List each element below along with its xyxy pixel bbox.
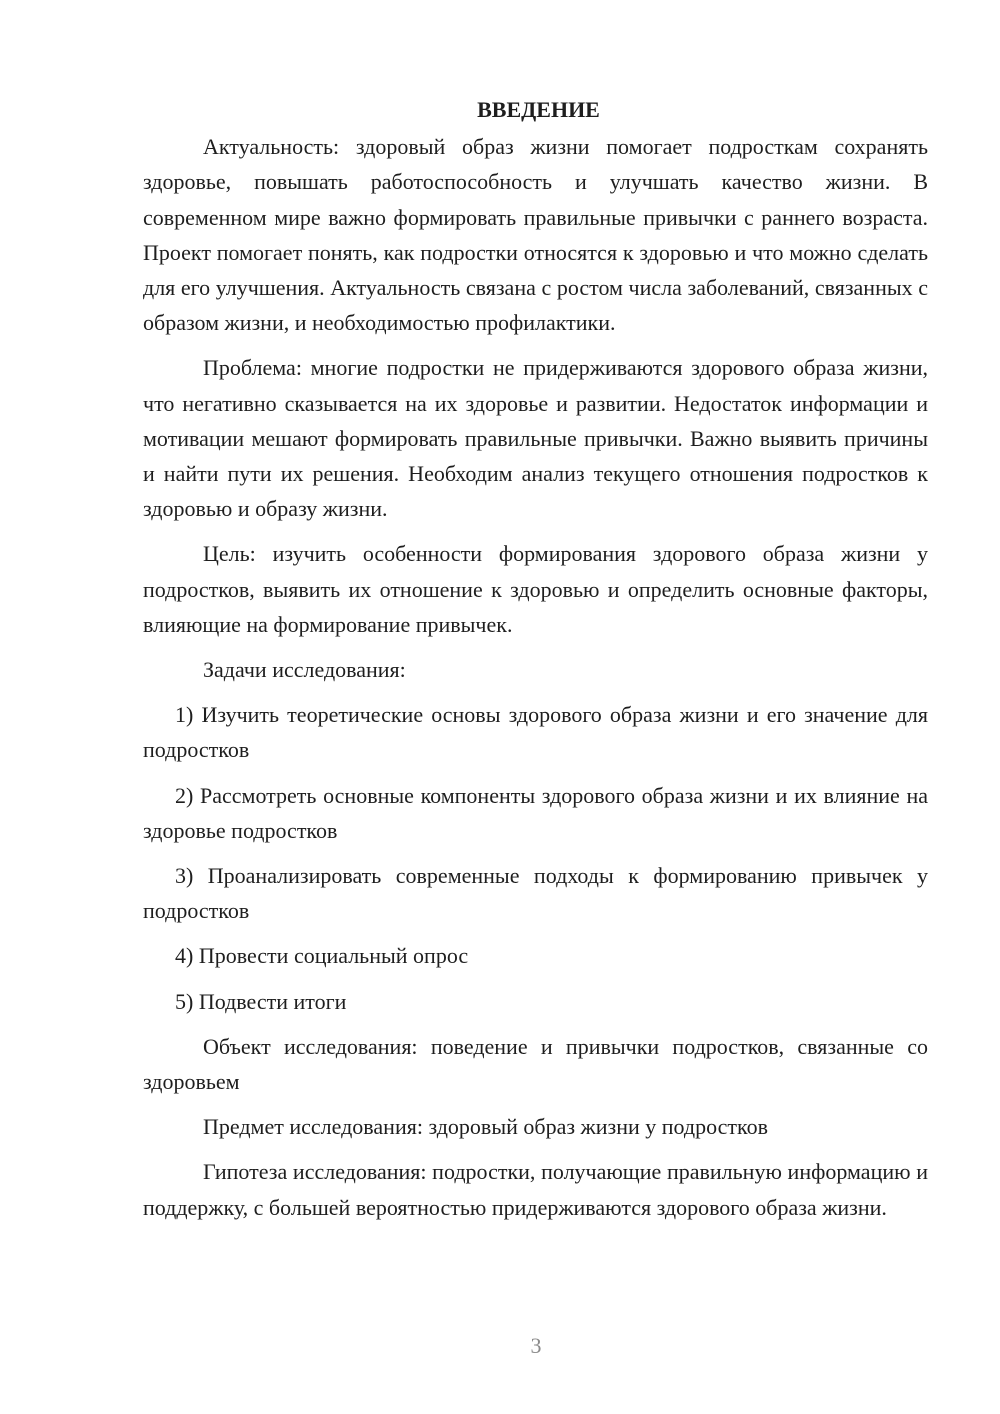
section-title: ВВЕДЕНИЕ bbox=[477, 97, 600, 122]
task-item-1: 1) Изучить теоретические основы здорового образа жизни и его значение для подростков bbox=[143, 702, 928, 763]
task-item-4: 4) Провести социальный опрос bbox=[175, 943, 469, 969]
paragraph-subject: Предмет исследования: здоровый образ жизни у подростков bbox=[203, 1114, 768, 1140]
paragraph-goal: Цель: изучить особенности формирования здорового образа жизни у подростков, выявить их отношение к здоровью и определить основные факторы, влияющие на формирование привычек. bbox=[143, 541, 928, 637]
paragraph-object: Объект исследования: поведение и привычки подростков, связанные со здоровьем bbox=[143, 1033, 928, 1095]
page-number: 3 bbox=[530, 1333, 542, 1358]
page-footer bbox=[0, 1333, 1000, 1359]
paragraph-problem: Проблема: многие подростки не придерживаются здорового образа жизни, что негативно сказывается на их здоровье и развитии. Недостаток информации и мотивации мешают формировать правильные привычки. Важно выявить причины и найти пути их решения. Необходим анализ текущего отношения подростков к здоровью и образу жизни. bbox=[143, 355, 928, 522]
paragraph-hypothesis: Гипотеза исследования: подростки, получающие правильную информацию и поддержку, с большей вероятностью придерживаются здорового образа жизни. bbox=[143, 1159, 928, 1220]
paragraph-relevance: Актуальность: здоровый образ жизни помогает подросткам сохранять здоровье, повышать работоспособность и улучшать качество жизни. В современном мире важно формировать правильные привычки с раннего возраста. Проект помогает понять, как подростки относятся к здоровью и что можно сделать для его улучшения. Актуальность связана с ростом числа заболеваний, связанных с образом жизни, и необходимостью профилактики. bbox=[143, 134, 928, 336]
paragraph-tasks-heading: Задачи исследования: bbox=[203, 657, 406, 683]
task-item-5: 5) Подвести итоги bbox=[175, 988, 347, 1014]
task-item-2: 2) Рассмотреть основные компоненты здорового образа жизни и их влияние на здоровье подростков bbox=[143, 782, 928, 843]
document-page bbox=[143, 92, 928, 1235]
task-item-3: 3) Проанализировать современные подходы к формированию привычек у подростков bbox=[143, 863, 928, 924]
